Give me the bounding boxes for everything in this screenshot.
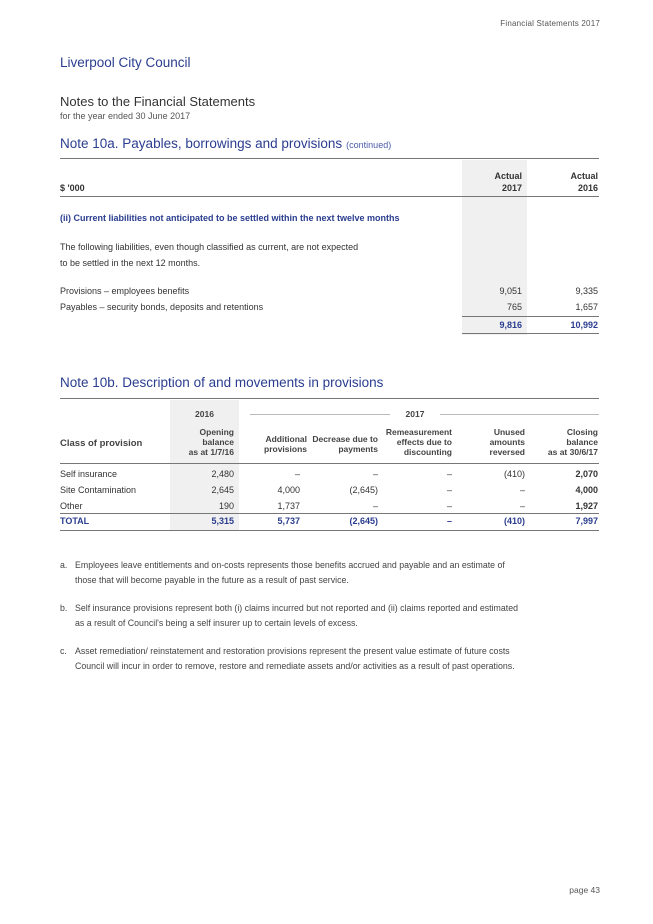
- cell: –: [372, 501, 378, 511]
- organisation-name: Liverpool City Council: [60, 55, 191, 70]
- cell: –: [294, 469, 300, 479]
- total-cell: 5,737: [277, 516, 300, 526]
- cell: –: [446, 501, 452, 511]
- col-2017-line1: Actual: [494, 171, 522, 181]
- footnote-a: a. Employees leave entitlements and on-costs represents those benefits accrued and payable and an estimate of those that will become payable in the future as a result of past service.: [60, 560, 505, 585]
- intro-line-2: to be settled in the next 12 months.: [60, 258, 201, 268]
- note-10b-header-rule: [60, 463, 599, 464]
- section-title: (ii) Current liabilities not anticipated to be settled within the next twelve months: [60, 213, 400, 223]
- intro-line-1: The following liabilities, even though classified as current, are not expected: [60, 242, 359, 252]
- col-2016-line2: 2016: [577, 183, 598, 193]
- total-2017: 9,816: [499, 320, 522, 330]
- col-opening-header: Opening balance as at 1/7/16: [188, 427, 234, 457]
- cell: 190: [218, 501, 234, 511]
- total-top-rule: [462, 316, 599, 317]
- col-unused-header: Unused amounts reversed: [489, 427, 525, 457]
- year-2017-rule-right: [440, 414, 599, 415]
- note-10a-top-rule: [60, 158, 599, 159]
- cell: –: [372, 469, 378, 479]
- cell: 1,737: [277, 501, 300, 511]
- row-label-employees: Provisions – employees benefits: [60, 286, 190, 296]
- cell: –: [519, 501, 525, 511]
- note-10b-heading: Note 10b. Description of and movements in provisions: [60, 375, 384, 390]
- class-of-provision-header: Class of provision: [60, 438, 143, 449]
- cell: –: [519, 485, 525, 495]
- total-cell: 5,315: [211, 516, 234, 526]
- note-10a-title: Note 10a. Payables, borrowings and provisions: [60, 136, 343, 151]
- provision-row-other: Other: [60, 501, 83, 511]
- cell: –: [446, 485, 452, 495]
- cell: 2,480: [211, 469, 234, 479]
- footnote-b: b. Self insurance provisions represent both (i) claims incurred but not reported and (ii) claims reported and estimated as a result of Council's being a self insurer up to certain levels of excess.: [60, 603, 518, 628]
- provision-total-label: TOTAL: [60, 516, 90, 526]
- col-closing-header: Closing balance as at 30/6/17: [547, 427, 598, 457]
- cell-closing: 4,000: [575, 485, 598, 495]
- col-additional-header: Additional provisions: [264, 434, 307, 454]
- running-header: Financial Statements 2017: [500, 19, 600, 28]
- footnote-c: c. Asset remediation/ reinstatement and restoration provisions represent the present value estimate of future costs Council will incur in order to remove, restore and remediate assets and/or activities as a result of past operations.: [60, 646, 515, 671]
- col-remeasurement-header: Remeasurement effects due to discounting: [385, 427, 452, 457]
- cell: 2,645: [211, 485, 234, 495]
- year-2017-label: 2017: [405, 409, 425, 419]
- cell: (2,645): [349, 485, 378, 495]
- note-10a-heading: [60, 136, 391, 151]
- note-10b-total-bottom-rule: [60, 530, 599, 531]
- page-number: page 43: [569, 885, 600, 895]
- total-2016: 10,992: [570, 320, 598, 330]
- cell: –: [446, 469, 452, 479]
- row-payables-2016: 1,657: [575, 302, 598, 312]
- continued-label: (continued): [346, 140, 392, 150]
- note-10b-top-rule: [60, 398, 599, 399]
- notes-subtitle: for the year ended 30 June 2017: [60, 111, 191, 121]
- year-2016-label: 2016: [195, 409, 214, 419]
- row-employees-2016: 9,335: [575, 286, 598, 296]
- provision-row-site-contamination: Site Contamination: [60, 485, 137, 495]
- cell: (410): [503, 469, 525, 479]
- row-employees-2017: 9,051: [499, 286, 522, 296]
- unit-label: $ '000: [60, 183, 85, 193]
- row-payables-2017: 765: [506, 302, 522, 312]
- notes-title: Notes to the Financial Statements: [60, 94, 256, 109]
- total-cell: (410): [503, 516, 525, 526]
- row-label-payables: Payables – security bonds, deposits and retentions: [60, 302, 264, 312]
- col-2017-line2: 2017: [501, 183, 522, 193]
- cell-closing: 2,070: [575, 469, 598, 479]
- total-cell: –: [446, 516, 452, 526]
- col-2016-line1: Actual: [570, 171, 598, 181]
- cell: 4,000: [277, 485, 300, 495]
- note-10b-total-top-rule: [60, 513, 599, 514]
- total-cell: 7,997: [575, 516, 598, 526]
- total-cell: (2,645): [349, 516, 378, 526]
- provision-row-self-insurance: Self insurance: [60, 469, 118, 479]
- cell-closing: 1,927: [575, 501, 598, 511]
- year-2017-rule-left: [250, 414, 390, 415]
- col-decrease-header: Decrease due to payments: [312, 434, 378, 454]
- total-bottom-rule: [462, 333, 599, 334]
- note-10a-header-rule: [60, 196, 599, 197]
